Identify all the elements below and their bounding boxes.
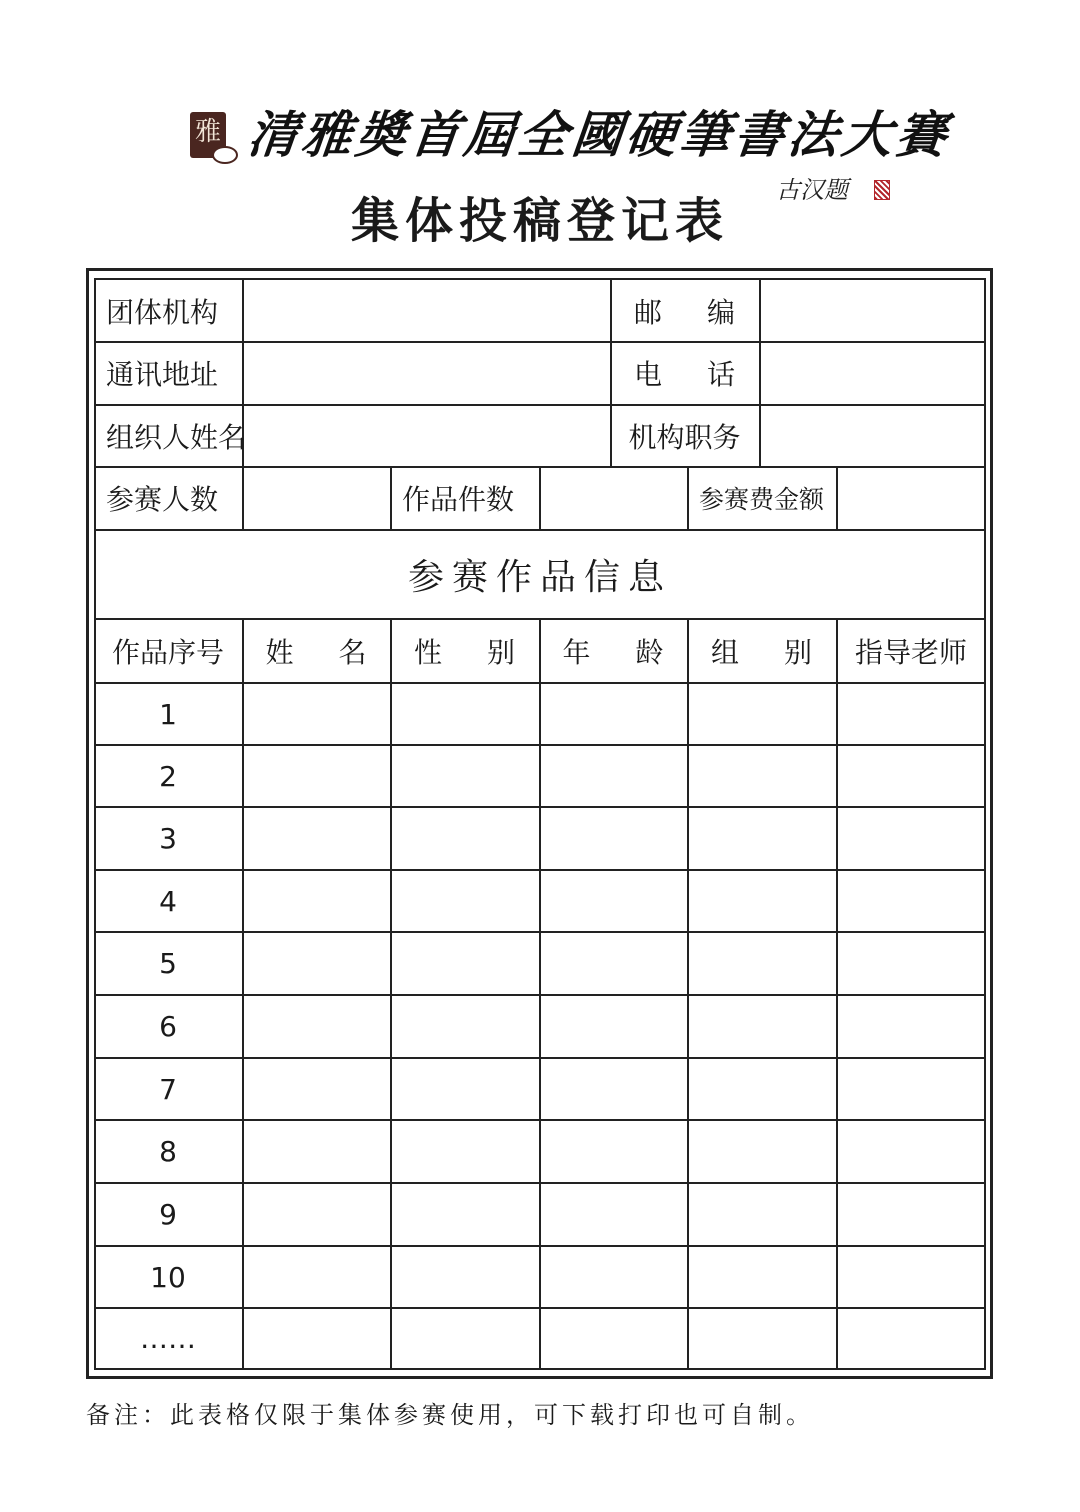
row-number: 9 <box>159 1198 177 1231</box>
address-label: 通讯地址 <box>106 358 219 391</box>
row-number: 5 <box>159 947 177 980</box>
row-number: 3 <box>159 822 177 855</box>
column-divider <box>836 466 838 529</box>
column-header: 性 别 <box>414 636 533 669</box>
column-header: 姓 名 <box>265 636 385 669</box>
position-label: 机构职务 <box>628 420 741 454</box>
row-number: 7 <box>159 1072 177 1106</box>
postcode-label: 邮 编 <box>634 295 753 329</box>
column-divider <box>687 618 689 1370</box>
column-divider <box>759 278 761 466</box>
column-header: 组 别 <box>711 636 830 669</box>
seal-logo <box>190 112 226 158</box>
fee-label: 参赛费金额 <box>698 485 824 514</box>
row-number: …… <box>140 1322 196 1355</box>
row-number: 4 <box>159 884 177 918</box>
row-number: 10 <box>150 1260 186 1294</box>
organizer-name-label: 组织人姓名 <box>106 420 247 454</box>
column-divider <box>539 466 541 529</box>
header <box>0 0 1080 260</box>
column-divider <box>390 618 392 1370</box>
column-divider <box>242 618 244 1370</box>
seal-char: 雅 <box>194 117 221 147</box>
column-divider <box>242 278 244 529</box>
works-count-label: 作品件数 <box>402 483 515 516</box>
phone-label: 电 话 <box>634 358 753 391</box>
row-number: 8 <box>159 1135 177 1168</box>
organization-label: 团体机构 <box>106 295 219 329</box>
footnote: 备注：此表格仅限于集体参赛使用，可下载打印也可自制。 <box>86 1401 814 1429</box>
row-number: 2 <box>159 759 177 793</box>
cloud-ornament-icon <box>212 146 238 164</box>
column-header: 指导老师 <box>854 636 967 669</box>
form-title: 集体投稿登记表 <box>350 193 729 249</box>
column-header: 作品序号 <box>111 636 224 669</box>
column-divider <box>836 618 838 1370</box>
section-heading: 参赛作品信息 <box>407 556 672 598</box>
competition-title: 清雅奬首屆全國硬筆書法大賽 <box>244 105 954 164</box>
participants-label: 参赛人数 <box>106 483 219 516</box>
row-number: 6 <box>159 1010 177 1043</box>
calligrapher-signature: 古汉题 <box>776 176 848 204</box>
row-number: 1 <box>159 697 177 731</box>
column-divider <box>539 618 541 1370</box>
column-header: 年 龄 <box>562 636 682 669</box>
